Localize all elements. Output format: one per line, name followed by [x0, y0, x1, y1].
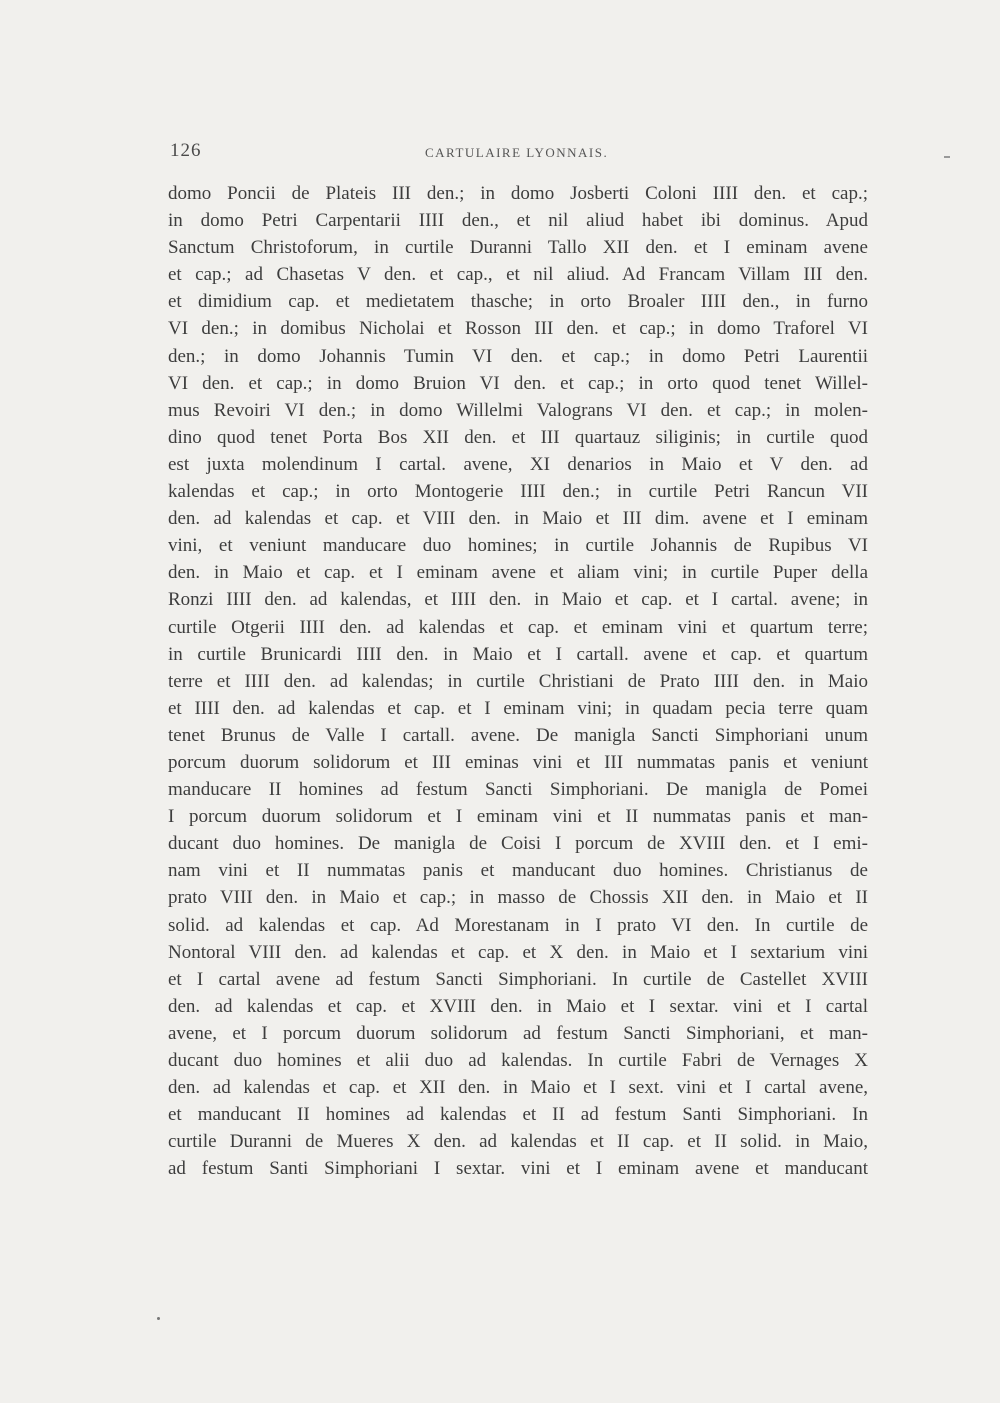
text-line: avene, et I porcum duorum solidorum ad festum Sancti Simphoriani, et man-: [168, 1022, 868, 1044]
text-line: in domo Petri Carpentarii IIII den., et nil aliud habet ibi dominus. Apud: [168, 210, 868, 232]
text-line: porcum duorum solidorum et III eminas vini et III nummatas panis et veniunt: [168, 751, 868, 773]
running-title: CARTULAIRE LYONNAIS.: [425, 145, 609, 160]
text-line: ducant duo homines. De manigla de Coisi I porcum de XVIII den. et I emi-: [168, 833, 868, 855]
text-line: Ronzi IIII den. ad kalendas, et IIII den. in Maio et cap. et I cartal. avene; in: [168, 589, 868, 611]
text-line: VI den. et cap.; in domo Bruion VI den. et cap.; in orto quod tenet Willel-: [168, 372, 868, 394]
text-line: Nontoral VIII den. ad kalendas et cap. et X den. in Maio et I sextarium vini: [168, 941, 868, 963]
text-line: et I cartal avene ad festum Sancti Simphoriani. In curtile de Castellet XVIII: [168, 968, 868, 990]
text-line: prato VIII den. in Maio et cap.; in masso de Chossis XII den. in Maio et II: [168, 887, 868, 909]
text-line: et IIII den. ad kalendas et cap. et I eminam vini; in quadam pecia terre quam: [168, 697, 868, 719]
text-line: den. in Maio et cap. et I eminam avene et aliam vini; in curtile Puper della: [168, 562, 868, 584]
text-line: ad festum Santi Simphoriani I sextar. vini et I eminam avene et manducant: [168, 1158, 868, 1180]
text-line: vini, et veniunt manducare duo homines; in curtile Johannis de Rupibus VI: [168, 535, 868, 557]
text-line: den. ad kalendas et cap. et XII den. in Maio et I sext. vini et I cartal avene,: [168, 1077, 868, 1099]
text-line: dino quod tenet Porta Bos XII den. et III quartauz siliginis; in curtile quod: [168, 426, 868, 448]
text-line: curtile Duranni de Mueres X den. ad kalendas et II cap. et II solid. in Maio,: [168, 1131, 868, 1153]
text-line: den. ad kalendas et cap. et XVIII den. in Maio et I sextar. vini et I cartal: [168, 995, 868, 1017]
text-line: ducant duo homines et alii duo ad kalendas. In curtile Fabri de Vernages X: [168, 1050, 868, 1071]
text-line: in curtile Brunicardi IIII den. in Maio et I cartall. avene et cap. et quartum: [168, 643, 868, 665]
edge-mark: [944, 156, 950, 158]
text-line: domo Poncii de Plateis III den.; in domo Josberti Coloni IIII den. et cap.;: [168, 183, 868, 204]
ink-speck: [157, 1317, 160, 1320]
text-line: est juxta molendinum I cartal. avene, XI denarios in Maio et V den. ad: [168, 453, 868, 475]
text-line: manducare II homines ad festum Sancti Simphoriani. De manigla de Pomei: [168, 779, 868, 801]
text-line: et manducant II homines ad kalendas et II ad festum Santi Simphoriani. In: [168, 1104, 868, 1126]
text-line: curtile Otgerii IIII den. ad kalendas et cap. et eminam vini et quartum terre;: [168, 616, 868, 638]
text-line: den.; in domo Johannis Tumin VI den. et cap.; in domo Petri Laurentii: [168, 345, 868, 367]
body-text: [168, 180, 868, 1182]
text-line: den. ad kalendas et cap. et VIII den. in Maio et III dim. avene et I eminam: [168, 508, 868, 530]
text-line: tenet Brunus de Valle I cartall. avene. De manigla Sancti Simphoriani unum: [168, 724, 868, 746]
text-line: et dimidium cap. et medietatem thasche; in orto Broaler IIII den., in furno: [168, 291, 868, 313]
page-header: [170, 140, 870, 170]
text-line: Sanctum Christoforum, in curtile Duranni Tallo XII den. et I eminam avene: [168, 237, 868, 259]
text-line: solid. ad kalendas et cap. Ad Morestanam in I prato VI den. In curtile de: [168, 914, 868, 936]
page-number: 126: [170, 140, 202, 161]
text-line: nam vini et II nummatas panis et manducant duo homines. Christianus de: [168, 860, 868, 882]
text-line: mus Revoiri VI den.; in domo Willelmi Valograns VI den. et cap.; in molen-: [168, 399, 868, 421]
text-line: kalendas et cap.; in orto Montogerie IIII den.; in curtile Petri Rancun VII: [168, 481, 868, 503]
text-line: VI den.; in domibus Nicholai et Rosson III den. et cap.; in domo Traforel VI: [168, 318, 868, 340]
text-line: et cap.; ad Chasetas V den. et cap., et nil aliud. Ad Francam Villam III den.: [168, 264, 868, 286]
text-line: I porcum duorum solidorum et I eminam vini et II nummatas panis et man-: [168, 806, 868, 828]
text-line: terre et IIII den. ad kalendas; in curtile Christiani de Prato IIII den. in Maio: [168, 670, 868, 692]
